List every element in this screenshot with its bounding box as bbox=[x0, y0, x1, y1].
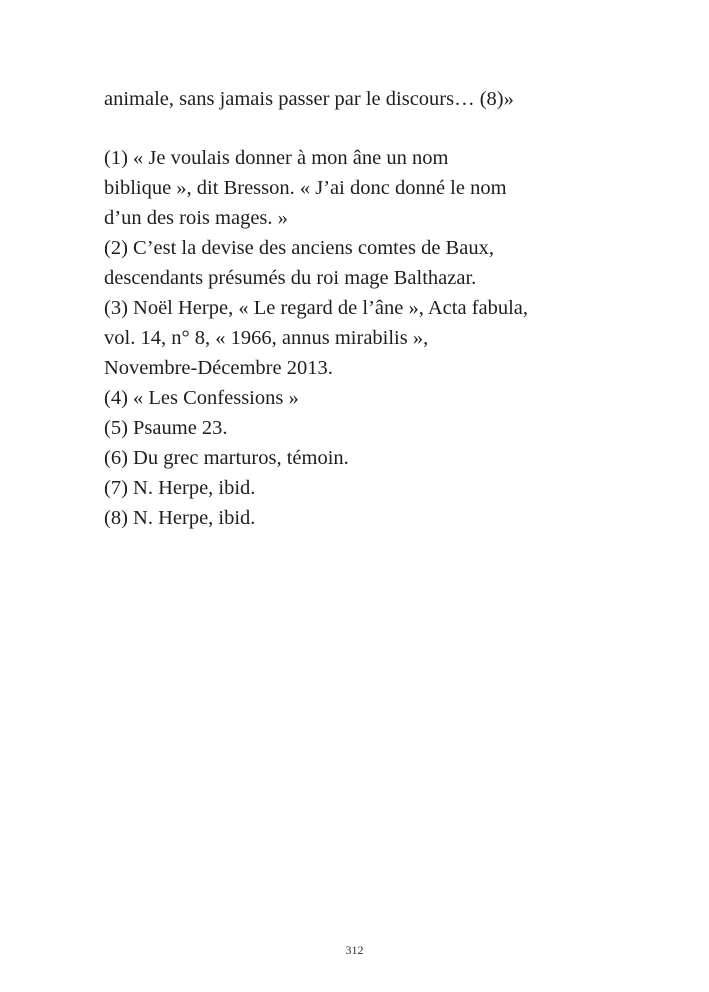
footnote-6: (6) Du grec marturos, témoin. bbox=[104, 447, 349, 469]
footnote-4: (4) « Les Confessions » bbox=[104, 387, 299, 409]
page-number: 312 bbox=[345, 943, 364, 957]
footnotes bbox=[104, 143, 592, 533]
footnote-1-line-1: (1) « Je voulais donner à mon âne un nom bbox=[104, 147, 449, 169]
footnote-3-line-1: (3) Noël Herpe, « Le regard de l’âne », Acta fabula, bbox=[104, 297, 529, 319]
footnote-7: (7) N. Herpe, ibid. bbox=[104, 477, 256, 499]
footnote-3-line-2: vol. 14, n° 8, « 1966, annus mirabilis », bbox=[104, 327, 429, 349]
footnote-3-line-3: Novembre-Décembre 2013. bbox=[104, 357, 333, 379]
footnote-1-line-2: biblique », dit Bresson. « J’ai donc donné le nom bbox=[104, 177, 507, 199]
footnote-5: (5) Psaume 23. bbox=[104, 417, 228, 439]
footnote-2-line-1: (2) C’est la devise des anciens comtes de Baux, bbox=[104, 237, 494, 259]
footnote-1-line-3: d’un des rois mages. » bbox=[104, 207, 288, 229]
body-text-continuation bbox=[104, 84, 592, 114]
footnote-8: (8) N. Herpe, ibid. bbox=[104, 507, 256, 529]
footnote-2-line-2: descendants présumés du roi mage Balthazar. bbox=[104, 267, 477, 289]
continuation-line: animale, sans jamais passer par le discours… (8)» bbox=[104, 88, 514, 110]
